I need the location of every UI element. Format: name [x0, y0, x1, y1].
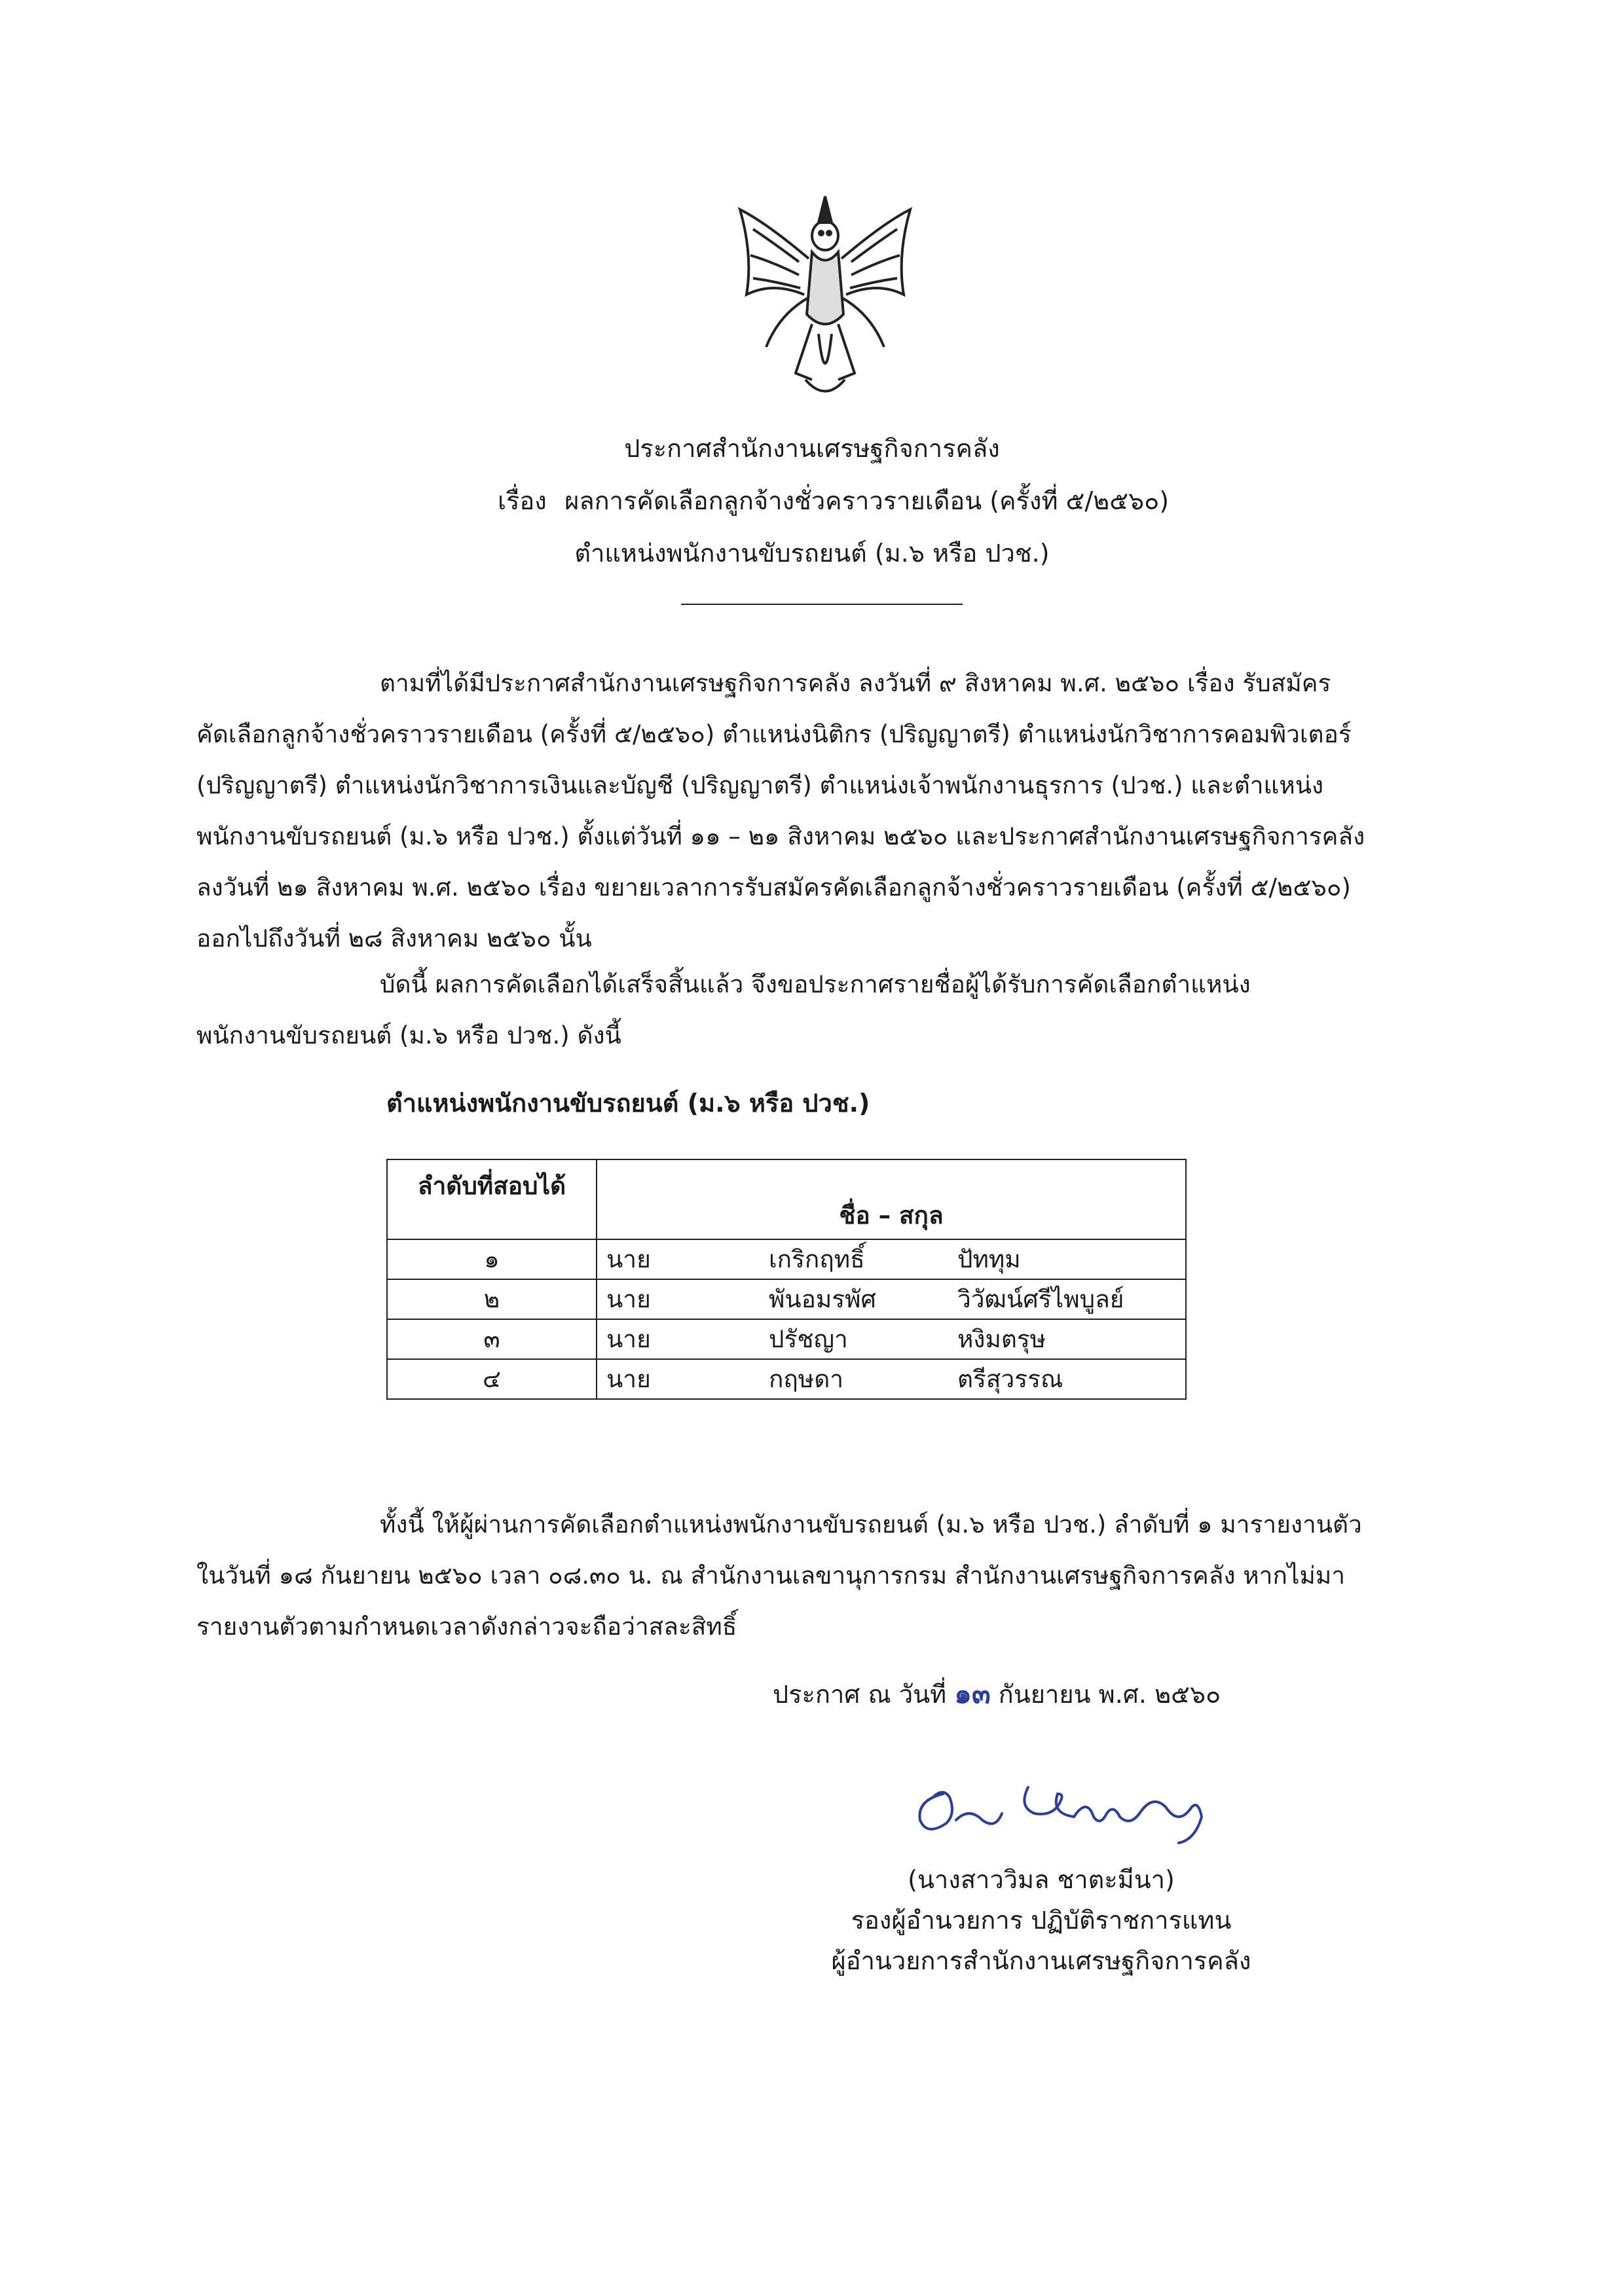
title-cell: นาย: [597, 1239, 760, 1279]
handwritten-signature: [904, 1768, 1211, 1846]
header-rank: ลำดับที่สอบได้: [387, 1159, 597, 1239]
last-name-cell: ตรีสุวรรณ: [948, 1359, 1186, 1399]
paragraph-line: รายงานตัวตามกำหนดเวลาดังกล่าวจะถือว่าสละสิทธิ์: [196, 1613, 737, 1641]
announcement-title: ประกาศสำนักงานเศรษฐกิจการคลัง: [624, 434, 1000, 463]
paragraph-1: [196, 658, 1460, 964]
paragraph-3: [196, 1499, 1460, 1652]
last-name-cell: วิวัฒน์ศรีไพบูลย์: [948, 1279, 1186, 1319]
signatory-title-1: รองผู้อำนวยการ ปฏิบัติราชการแทน: [851, 1906, 1232, 1935]
first-name-cell: กฤษดา: [760, 1359, 948, 1399]
paragraph-line: ในวันที่ ๑๘ กันยายน ๒๕๖๐ เวลา ๐๘.๓๐ น. ณ สำนักงานเลขานุการกรม สำนักงานเศรษฐกิจการคลัง หากไม่มา: [196, 1561, 1346, 1590]
signatory-title-2: ผู้อำนวยการสำนักงานเศรษฐกิจการคลัง: [831, 1946, 1251, 1975]
header-name: ชื่อ – สกุล: [597, 1159, 1186, 1239]
position-title: ตำแหน่งพนักงานขับรถยนต์ (ม.๖ หรือ ปวช.): [574, 539, 1050, 568]
date-prefix: ประกาศ ณ วันที่: [773, 1680, 947, 1709]
date-day: ๑๓: [954, 1677, 991, 1709]
last-name-cell: ปัททุม: [948, 1239, 1186, 1279]
first-name-cell: เกริกฤทธิ์: [760, 1239, 948, 1279]
table-header-row: [387, 1159, 1186, 1239]
rank-cell: ๒: [387, 1279, 597, 1319]
paragraph-line: ลงวันที่ ๒๑ สิงหาคม พ.ศ. ๒๕๖๐ เรื่อง ขยายเวลาการรับสมัครคัดเลือกลูกจ้างชั่วคราวรายเดือน (ครั้งที่ ๕/๒๕๖๐): [196, 873, 1351, 902]
date-suffix: กันยายน พ.ศ. ๒๕๖๐: [998, 1680, 1221, 1709]
first-name-cell: พันอมรพัศ: [760, 1279, 948, 1319]
rank-cell: ๔: [387, 1359, 597, 1399]
results-table: [386, 1159, 1187, 1400]
last-name-cell: หงิมตรุษ: [948, 1319, 1186, 1359]
signatory-name: (นางสาววิมล ชาตะมีนา): [908, 1865, 1175, 1894]
paragraph-line: ออกไปถึงวันที่ ๒๘ สิงหาคม ๒๕๖๐ นั้น: [196, 924, 592, 953]
table-row: [387, 1279, 1186, 1319]
subject-line: [498, 484, 1169, 517]
first-name-cell: ปรัชญา: [760, 1319, 948, 1359]
paragraph-line: (ปริญญาตรี) ตำแหน่งนักวิชาการเงินและบัญชี (ปริญญาตรี) ตำแหน่งเจ้าพนักงานธุรการ (ปวช.) และตำแหน่ง: [196, 771, 1324, 799]
section-heading: ตำแหน่งพนักงานขับรถยนต์ (ม.๖ หรือ ปวช.): [386, 1089, 870, 1118]
paragraph-line: คัดเลือกลูกจ้างชั่วคราวรายเดือน (ครั้งที่ ๕/๒๕๖๐) ตำแหน่งนิติกร (ปริญญาตรี) ตำแหน่งนักวิชาการคอมพิวเตอร์: [196, 720, 1352, 748]
paragraph-line: ทั้งนี้ ให้ผู้ผ่านการคัดเลือกตำแหน่งพนักงานขับรถยนต์ (ม.๖ หรือ ปวช.) ลำดับที่ ๑ มารายงานตัว: [380, 1510, 1362, 1539]
announcement-date: [773, 1677, 1221, 1711]
subject-text: ผลการคัดเลือกลูกจ้างชั่วคราวรายเดือน (ครั้งที่ ๕/๒๕๖๐): [564, 486, 1170, 515]
signatory-block: [747, 1859, 1336, 1981]
subject-label: เรื่อง: [498, 486, 547, 515]
title-cell: นาย: [597, 1279, 760, 1319]
title-cell: นาย: [597, 1359, 760, 1399]
table-row: [387, 1239, 1186, 1279]
paragraph-line: พนักงานขับรถยนต์ (ม.๖ หรือ ปวช.) ตั้งแต่วันที่ ๑๑ – ๒๑ สิงหาคม ๒๕๖๐ และประกาศสำนักงานเศรษฐกิจการคลัง: [196, 822, 1365, 850]
paragraph-2: [196, 959, 1460, 1061]
title-divider: [681, 604, 963, 605]
rank-cell: ๑: [387, 1239, 597, 1279]
paragraph-line: บัดนี้ ผลการคัดเลือกได้เสร็จสิ้นแล้ว จึงขอประกาศรายชื่อผู้ได้รับการคัดเลือกตำแหน่ง: [380, 970, 1251, 998]
rank-cell: ๓: [387, 1319, 597, 1359]
paragraph-line: พนักงานขับรถยนต์ (ม.๖ หรือ ปวช.) ดังนี้: [196, 1021, 621, 1049]
paragraph-line: ตามที่ได้มีประกาศสำนักงานเศรษฐกิจการคลัง ลงวันที่ ๙ สิงหาคม พ.ศ. ๒๕๖๐ เรื่อง รับสมัคร: [380, 669, 1331, 697]
title-cell: นาย: [597, 1319, 760, 1359]
garuda-emblem-icon: [727, 183, 923, 406]
table-row: [387, 1319, 1186, 1359]
table-row: [387, 1359, 1186, 1399]
